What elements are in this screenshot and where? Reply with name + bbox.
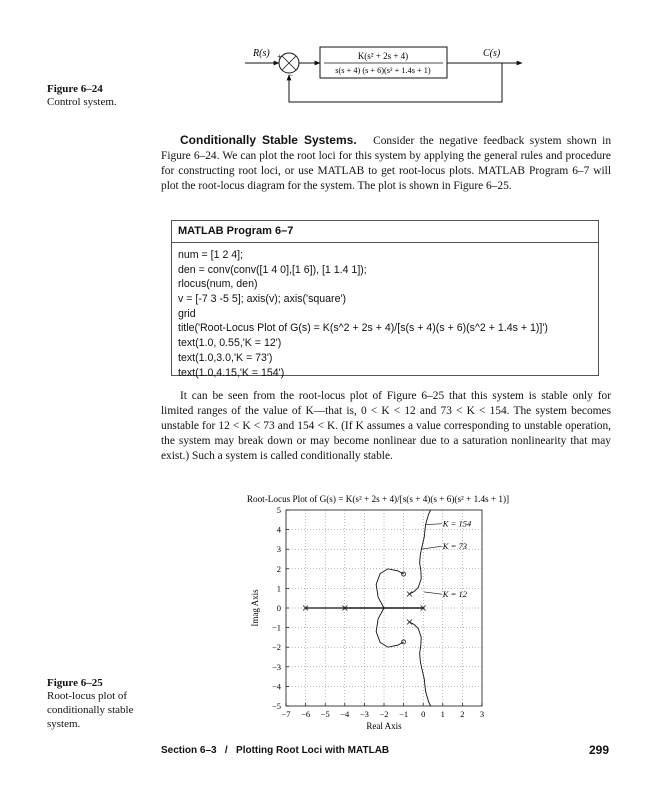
- pole-marker: [407, 592, 412, 597]
- x-tick-label: −1: [399, 709, 409, 719]
- code-line: text(1.0, 0.55,'K = 12'): [178, 337, 282, 350]
- y-axis-label: Imag Axis: [250, 589, 260, 627]
- code-line: text(1.0,3.0,'K = 73'): [178, 351, 273, 364]
- figure-25-text-line: system.: [47, 718, 81, 730]
- tf-numerator: K(s² + 2s + 4): [357, 51, 409, 61]
- annotation-label: K = 154: [442, 518, 472, 529]
- plus-sign: +: [277, 52, 283, 62]
- matlab-program-box: [171, 220, 599, 379]
- y-tick-label: 5: [276, 505, 281, 515]
- input-label: R(s): [253, 48, 270, 59]
- y-tick-label: 2: [276, 563, 281, 574]
- program-code: [172, 243, 598, 380]
- branch-lower-outer: [409, 622, 430, 706]
- tf-denominator: s(s + 4) (s + 6)(s² + 1.4s + 1): [335, 66, 431, 75]
- page-number: 299: [589, 743, 610, 757]
- paragraph-1: [161, 133, 611, 194]
- y-tick-label: 0: [276, 603, 281, 613]
- branch-upper-loop: [376, 569, 403, 608]
- code-line: rlocus(num, den): [178, 278, 258, 291]
- annotation-arrow: [421, 546, 442, 549]
- program-title: MATLAB Program 6–7: [172, 221, 598, 243]
- y-tick-label: −1: [271, 622, 281, 633]
- x-tick-label: −2: [379, 709, 389, 719]
- code-line: text(1.0,4.15,'K = 154'): [178, 366, 285, 379]
- minus-sign: −: [288, 70, 294, 80]
- locus-branches: [306, 510, 431, 706]
- branch-upper-outer: [409, 510, 430, 594]
- zero-marker: [402, 640, 406, 644]
- code-line: title('Root-Locus Plot of G(s) = K(s^2 + 2s + 4)/[s(s + 4)(s + 6)(s^2 + 1.4s + 1)]'): [178, 322, 548, 335]
- x-tick-label: −3: [359, 709, 369, 719]
- branch-lower-loop: [376, 608, 403, 647]
- x-tick-label: −7: [281, 709, 291, 719]
- figure-25-text-line: Root-locus plot of: [47, 690, 128, 702]
- paragraph-2: [161, 389, 611, 464]
- paragraph-1-text: Consider the negative feedback system shown in Figure 6–24. We can plot the root loci for this system by applying the general rules and procedure for constructing root loci, or use MATLAB to get root-locus plots. MATLAB Program 6–7 will plot the root-locus diagram for the system. The plot is shown in Figure 6–25.: [161, 135, 612, 192]
- figure-24-caption: [47, 83, 117, 109]
- figure-25-title: Figure 6–25: [47, 677, 103, 689]
- section-run-in: Conditionally Stable Systems.: [180, 133, 357, 147]
- code-line: den = conv(conv([1 4 0],[1 6]), [1 1.4 1]);: [178, 263, 367, 276]
- x-tick-label: 1: [440, 709, 445, 719]
- x-axis-label: Real Axis: [366, 721, 402, 731]
- y-tick-label: 4: [276, 524, 281, 535]
- figure-25-caption: [47, 677, 133, 731]
- output-label: C(s): [483, 48, 501, 59]
- x-tick-label: 3: [479, 709, 485, 719]
- figure-25-text-line: conditionally stable: [47, 704, 134, 716]
- chart-title: Root-Locus Plot of G(s) = K(s² + 2s + 4)/[s(s + 4)(s + 6)(s² + 1.4s + 1)]: [246, 494, 510, 504]
- y-tick-label: −4: [271, 681, 281, 692]
- code-line: v = [-7 3 -5 5]; axis(v); axis('square'): [178, 293, 347, 306]
- root-locus-chart: [240, 488, 540, 733]
- figure-24-title: Figure 6–24: [47, 83, 103, 95]
- y-tick-label: 1: [276, 583, 281, 594]
- x-tick-label: 2: [460, 709, 465, 719]
- chart-ticks: [272, 505, 484, 719]
- code-line: num = [1 2 4];: [178, 249, 244, 261]
- block-diagram: [240, 40, 540, 112]
- running-footer: Section 6–3 / Plotting Root Loci with MATLAB: [161, 745, 390, 756]
- y-tick-label: −2: [271, 642, 281, 653]
- x-tick-label: −4: [340, 709, 350, 719]
- x-tick-label: −6: [301, 709, 311, 719]
- code-line: grid: [178, 307, 196, 320]
- y-tick-label: −3: [271, 661, 281, 672]
- figure-24-text: Control system.: [47, 96, 117, 108]
- zero-marker: [402, 572, 406, 576]
- annotation-arrow: [426, 524, 442, 525]
- y-tick-label: 3: [276, 544, 281, 555]
- paragraph-2-text: It can be seen from the root-locus plot of Figure 6–25 that this system is stable only for limited ranges of the value of K—that is, 0 < K < 12 and 73 < K < 154. The system becomes unstable for 12 < K < 73 and 154 < K. (If K assumes a value corresponding to unstable operation, the system may break down or may become nonlinear due to a saturation nonlinearity that may exist.) Such a system is called conditionally stable.: [161, 390, 611, 462]
- x-tick-label: 0: [421, 709, 426, 719]
- annotation-label: K = 12: [442, 589, 467, 600]
- annotation-label: K = 73: [442, 541, 467, 552]
- y-tick-label: −5: [271, 701, 281, 711]
- gain-annotations: [421, 519, 472, 600]
- x-tick-label: −5: [320, 709, 330, 719]
- annotation-arrow: [424, 592, 442, 594]
- pole-marker: [407, 619, 412, 624]
